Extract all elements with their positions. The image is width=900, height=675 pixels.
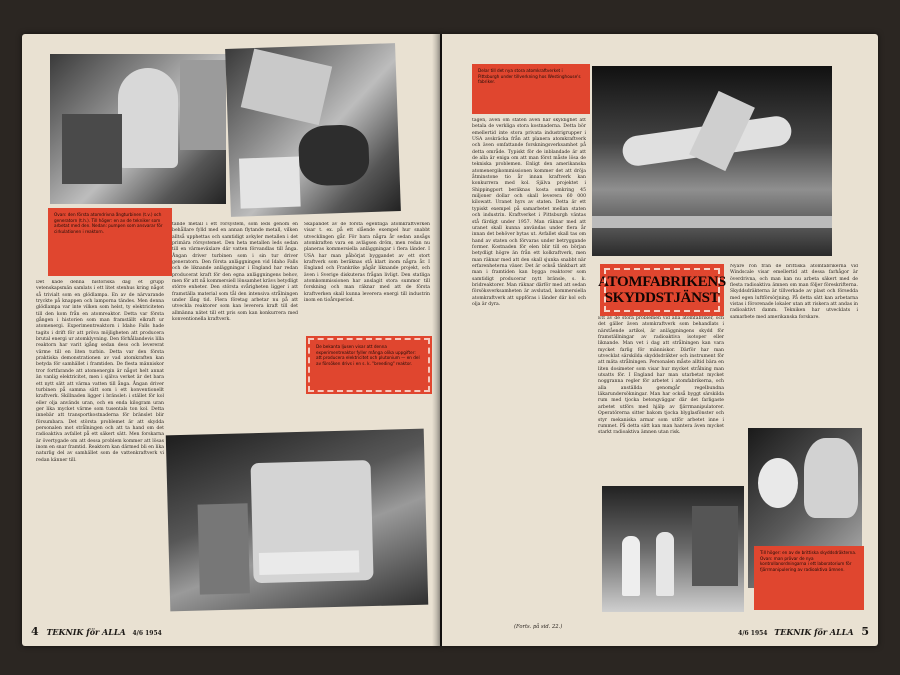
issue-date: 4/6 1954 (132, 630, 162, 637)
article-headline (600, 264, 724, 316)
right-column-1: tagen, även om staten även har skyldighet att betala de verkliga stora kostnaderna. Detta bör emellertid inte stora privata industrigrupper i USA avskräcka från att planera atomkraftverk och även omfattande forskningsverksamhet på detta område. Typiskt för de inblandade är att de alla är eniga om att man först måste lösa de tekniska problemen. Enligt den amerikanska atomenergikommissionen kommer det att dröja åtminstone tio år innan kraftverk kan konkurrera med kol. Själva projektet i Shippingport beräknas kosta omkring 45 miljoner dollar och skall leverera 60 000 kilowatt. Uranet hyrs av staten. Detta är ett typiskt exempel på samarbetet mellan staten och industrin. Kraftverket i Pittsburgh väntas stå färdigt under 1957. Man räknar med att uranet skall kunna användas under flera år innan det behöver bytas ut. Avfallet skall tas om hand av staten och förvaras under betryggande former. Kostnaden för elen blir till en början betydligt högre än från ett kolkraftverk, men man räknar med att den skall sjunka snabbt när erfarenheterna växer. Det är också tänkbart att man i framtiden kan bygga reaktorer som samtidigt producerar nytt bränsle, s. k. bridreaktorer. Man räknar därför med att sedan försöksverksamheten är avslutad, kommersiella atomkraftverk att uppföras i länder där kol och olja är dyra. (472, 118, 586, 307)
caption-westinghouse: Delar till det nya stora atomkraftverket i Pittsburgh under tillverkning hos Westinghouse's fabriker. (472, 64, 590, 114)
photo-technician (225, 43, 401, 217)
page-number: 4 (31, 625, 39, 638)
caption-reactor: De bekanta ljusen visar att denna experimentreaktor fyller många olika uppgifter: att producera elektricitet och plutonium — en del av försöken drivs i en s. k. "breeding" reaktor. (308, 338, 430, 392)
photo-reactor-hall (166, 429, 429, 612)
photo-turbine (50, 54, 226, 204)
right-folio (738, 625, 874, 638)
right-page (442, 34, 878, 646)
issue-date: 4/6 1954 (738, 630, 768, 637)
magazine-title: TEKNIK för ALLA (774, 627, 854, 637)
left-column-3: Skapandet av de första egentliga atomkraftverken visar t. ex. på ett slående exempel hur snabbt utvecklingen går. För bara några år sedan ansågs atomkraften vara en avlägsen dröm, men redan nu planeras kommersiella anläggningar i flera länder. I USA har man påbörjat byggandet av ett stort kraftverk som beräknas stå klart inom några år. I England och Frankrike pågår liknande projekt, och även i Sverige diskuteras frågan livligt. Den statliga atomkommissionen har anslagit stora summor till forskning och man räknar med att de första kraftverken skall kunna leverera energi till industrin inom en tioårsperiod. (304, 222, 430, 304)
left-page (22, 34, 440, 646)
left-folio (26, 625, 162, 638)
continued-note: (Forts. på sid. 22.) (514, 624, 563, 630)
right-column-3: Nyare rön från de brittiska atomfabrikerna vid Windscale visar emellertid att dessa farhågor är överdrivna, och man kan nu arbeta säkert med de flesta radioaktiva ämnen om man följer föreskrifterna. Skyddsdräkterna är tillverkade av plast och försedda med egen luftförsörjning. På detta sätt kan arbetarna vistas i förorenade lokaler utan att riskera att andas in radioaktivt damm. Tekniken har utvecklats i samarbete med amerikanska forskare. (730, 264, 858, 320)
page-number: 5 (861, 625, 869, 638)
left-column-2: tande metall i ett rörsystem, som leds genom en behållare fylld med en annan flytande metall, vilken alltså upphettas och samtidigt avkyler metallen i det primära rörsystemet. Den heta metallen leds sedan till en värmeväxlare där vatten förvandlas till ånga. Ångan driver turbinen som i sin tur driver generatorn. Den första anläggningen vid Idaho Falls och de liknande anläggningar i England har redan producerat kraft för den egna anläggningens behov, men för att nå kommersiell lönsamhet krävs betydligt större enheter. Den största svårigheten ligger i att framställa material som tål den intensiva strålningen under lång tid. Flera företag arbetar nu på att utveckla reaktorer som kan leverera kraft till det allmänna nätet till ett pris som kan konkurrera med konventionella kraftverk. (172, 222, 298, 323)
caption-turbine: Ovan: den första atomdrivna ångturbinen (t.v.) och generatorn (t.h.). Till höger: en av de tekniker som arbetat med den. Nedan: pumpen som ansvarar för cirkulationen i reaktorn. (48, 208, 172, 276)
headline-line-1: ATOMFABRIKENS (598, 274, 726, 290)
caption-protective-suit: Till höger: en av de brittiska skyddsdräkterna. Ovan: man prövar de nya kontrollanordningarna i ett laboratorium för fjärrmanipulering av radioaktiva ämnen. (754, 546, 864, 610)
left-column-1: Det kade denna historiska dag et grupp vetenskapsmän samlats i ett litet stenhus kring något så trivialt som en glödlampa. En av de närvarande tryckte på knappen och lamporna tändes. Men denna glödlampa var inte vilken som helst, ty elektriciteten till den kom från en atomreaktor. Detta var första gången i historien som man framställt elkraft ur atomenergi. Experimentreaktorn i Idaho Falls hade tagits i drift för att pröva möjligheten att producera brutal energi ur atomklyvning. Den förhållandevis lilla reaktorn har varit igång sedan dess och levererat värme till en liten turbin. Detta var den första praktiska demonstrationen av vad atomkraften kan betyda för samhället i framtiden. De flesta människor tror fortfarande att atomenergin är något helt annat än vanlig elektricitet, men i själva verket är det bara ett nytt sätt att värma vatten till ånga. Ångan driver turbinen på samma sätt som i ett konventionellt kraftverk. Skillnaden ligger i bränslet: i stället för kol eller olja används uran, och en enda kilogram uran ger lika mycket värme som tusentals ton kol. Detta innebär att transportkostnaderna för bränslet blir försumbara. Det största problemet är att skydda personalen mot strålningen och att ta hand om det radioaktiva avfallet på ett säkert sätt. Men forskarna är övertygade om att dessa problem kommer att lösas inom en snar framtid. Reaktorn kan därmed bli en lika naturlig del av samhället som de vattenkraftverk vi redan känner till. (36, 280, 164, 463)
headline-line-2: SKYDDSTJÄNST (604, 290, 720, 306)
photo-factory (592, 66, 832, 256)
right-column-2: Ett av de stora problemen vid alla atomfabriker, och det gäller även atomkraftverk som behandlats i närstående artikel, är anläggningens skydd för framställningar av radioaktiva isotoper eller liknande. Man vet i dag att strålningen kan vara mycket farlig för människor. Därför har man utvecklat särskilda skyddsdräkter och instrument för att mäta strålningen. Personalen måste alltid bära en liten dosimeter som visar hur mycket strålning man utsatts för. I England har man utarbetat mycket noggranna regler för arbetet i atomfabrikerna, och alla anställda genomgår regelbundna läkarundersökningar. Man har också byggt särskilda rum med tjocka betongväggar där det farligaste arbetet utförs med hjälp av fjärrmanipulatorer. Operatörerna sitter bakom tjocka blyglasfönster och styr mekaniska armar som utför arbetet inne i rummet. På detta sätt kan man hantera även mycket starkt radioaktiva ämnen utan risk. (598, 316, 724, 436)
magazine-title: TEKNIK för ALLA (46, 627, 126, 637)
photo-control-room (602, 486, 744, 612)
